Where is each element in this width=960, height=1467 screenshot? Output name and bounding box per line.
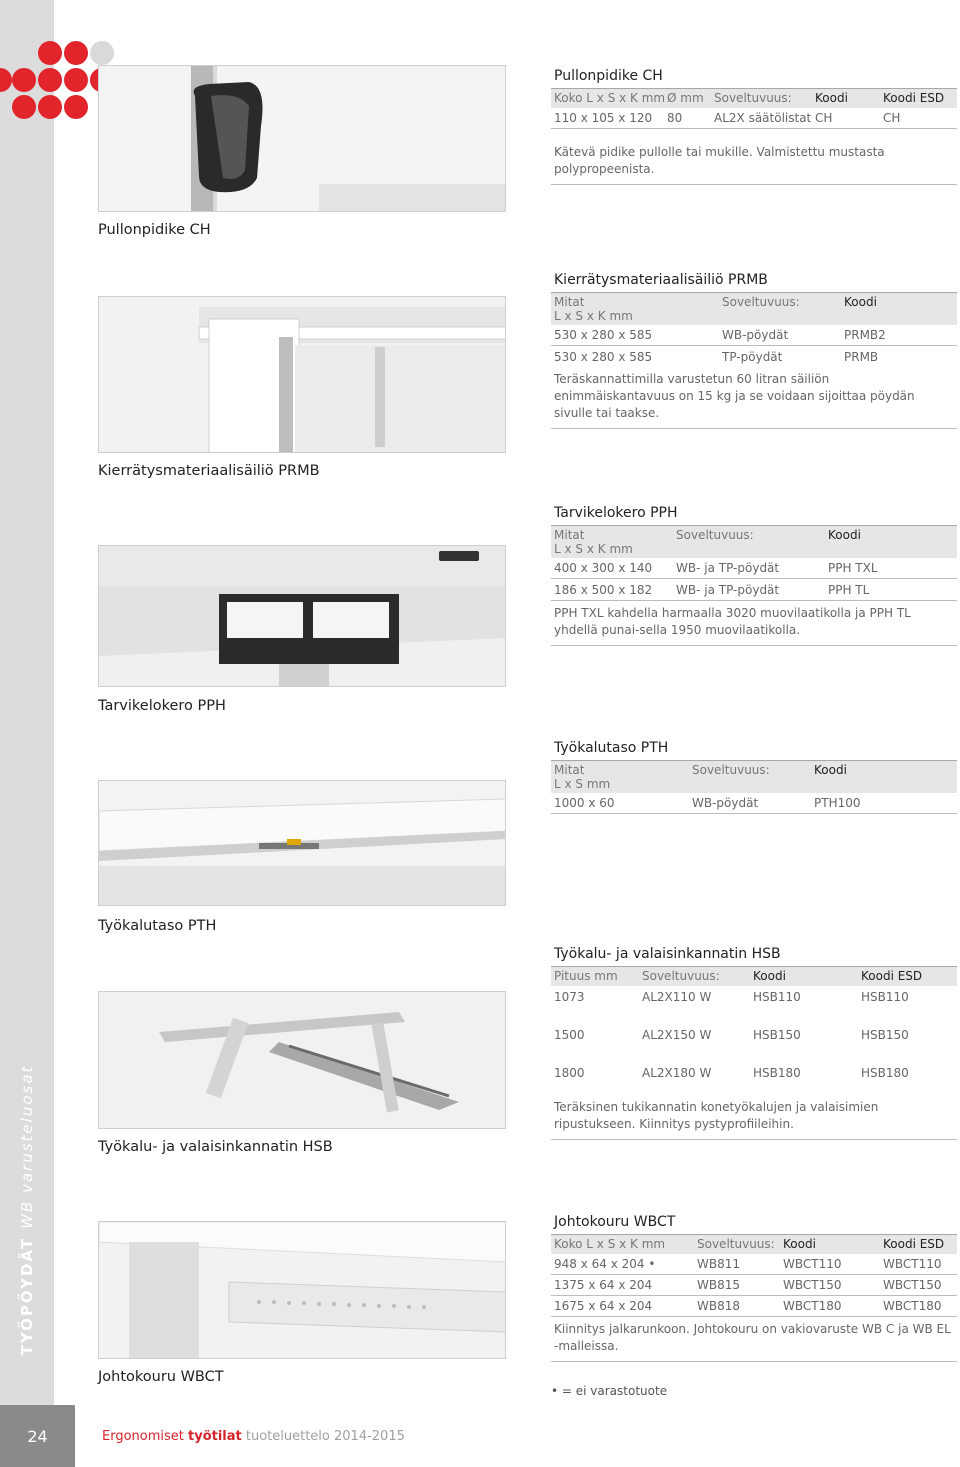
spec-note-wbct: Kiinnitys jalkarunkoon. Johtokouru on vakiovaruste WB C ja WB EL -malleissa. [551,1317,957,1362]
cell-size: 530 x 280 x 585 [554,328,653,342]
table-row [551,558,957,579]
col-header: Koodi ESD [883,1237,945,1251]
spec-header-pph [551,525,957,558]
table-row [551,986,957,1007]
col-header: Koko L x S x K mm [554,91,666,105]
cell-code: PPH TL [828,582,870,597]
cell-compat: TP-pöydät [722,349,783,364]
table-row [551,579,957,600]
col-header: Ø mm [667,91,704,105]
cell-code-esd: CH [883,111,901,125]
cell-code: WBCT110 [783,1257,842,1271]
cell-compat: WB- ja TP-pöydät [676,582,780,597]
photo-recycling-bin [98,296,506,453]
cell-code-esd: HSB180 [861,1065,909,1080]
col-header: Koodi [844,295,877,309]
photo-supply-drawer [98,545,506,687]
col-header: Soveltuvuus: [642,969,720,983]
col-header: Soveltuvuus: [692,763,770,777]
caption-tool-shelf: Työkalutaso PTH [98,918,217,934]
photo-tool-shelf [98,780,506,906]
cell-code: WBCT150 [783,1278,842,1292]
spec-block-pth [551,740,957,814]
spec-note-pph: PPH TXL kahdella harmaalla 3020 muovilaatikolla ja PPH TL yhdellä punai-sella 1950 muovilaatikolla. [551,600,957,646]
spec-note-ch: Kätevä pidike pullolle tai mukille. Valmistettu mustasta polypropeenista. [551,129,957,185]
cell-compat: WB-pöydät [722,328,789,342]
spec-block-ch [551,68,957,185]
cell-compat: AL2X säätölistat [714,111,812,125]
spec-block-hsb [551,946,957,1140]
cell-length: 1800 [554,1065,585,1080]
cell-size: 1375 x 64 x 204 [554,1278,653,1292]
col-header: Soveltuvuus: [722,295,800,309]
cell-code: WBCT180 [783,1299,842,1313]
table-row [551,325,957,346]
col-subheader: L x S x K mm [554,309,633,323]
caption-bottle-holder: Pullonpidike CH [98,222,211,238]
cell-code-esd: HSB150 [861,1027,909,1042]
table-row [551,793,957,814]
spec-title-ch: Pullonpidike CH [554,68,663,84]
cell-compat: AL2X150 W [642,1027,712,1042]
cell-code: PRMB2 [844,328,886,342]
cell-size: 110 x 105 x 120 [554,111,653,125]
section-label [0,1064,54,1356]
footer-brand-a: Ergonomiset [102,1429,189,1444]
spec-header-wbct [551,1234,957,1254]
table-row [551,1024,957,1045]
cell-code: PTH100 [814,796,861,810]
spec-header-ch [551,88,957,108]
table-row [551,1062,957,1083]
cell-compat: WB818 [697,1299,741,1313]
cell-length: 1073 [554,989,585,1004]
cell-code-esd: WBCT150 [883,1278,942,1292]
col-header: Soveltuvuus: [714,91,792,105]
cell-size: 530 x 280 x 585 [554,349,653,364]
spec-block-wbct [551,1214,957,1362]
col-header: Koodi [753,969,786,983]
col-header: Koodi [815,91,848,105]
cell-size: 1000 x 60 [554,796,615,810]
cell-code: PPH TXL [828,561,878,575]
col-header: Koodi ESD [861,969,923,983]
cell-compat: AL2X110 W [642,989,712,1004]
cell-compat: AL2X180 W [642,1065,712,1080]
table-row [551,108,957,129]
cell-compat: WB815 [697,1278,741,1292]
footer-catalog: tuoteluettelo 2014-2015 [241,1429,405,1444]
col-header: Soveltuvuus: [697,1237,775,1251]
cell-size: 186 x 500 x 182 [554,582,653,597]
col-header: Koodi ESD [883,91,945,105]
table-row [551,346,957,367]
cell-compat: WB- ja TP-pöydät [676,561,780,575]
spec-title-pth: Työkalutaso PTH [554,740,669,756]
col-header: Koodi [828,528,861,542]
spec-note-hsb: Teräksinen tukikannatin konetyökalujen ja valaisimien ripustukseen. Kiinnitys pystyprofiileihin. [551,1083,957,1140]
cell-code-esd: WBCT180 [883,1299,942,1313]
section-label-sub: WB varusteluosat [18,1064,36,1229]
col-subheader: L x S x K mm [554,542,633,556]
cell-diameter: 80 [667,111,683,125]
footer-brand-b: työtilat [188,1429,242,1444]
spec-block-prmb [551,272,957,429]
spec-note-prmb: Teräskannattimilla varustetun 60 litran säiliön enimmäiskantavuus on 15 kg ja se voidaan sijoittaa pöydän sivulle tai taakse. [551,367,957,429]
table-row [551,1275,957,1296]
footer [102,1429,405,1444]
spec-header-hsb [551,966,957,986]
caption-tool-light-support: Työkalu- ja valaisinkannatin HSB [98,1139,333,1155]
cell-compat: WB811 [697,1257,741,1271]
table-row [551,1296,957,1317]
cell-code-esd: WBCT110 [883,1257,942,1271]
cell-compat: WB-pöydät [692,796,759,810]
col-header: Soveltuvuus: [676,528,754,542]
col-header: Koko L x S x K mm [554,1237,666,1251]
spec-header-prmb [551,292,957,325]
table-row [551,1254,957,1275]
col-header: Pituus mm [554,969,618,983]
cell-code: CH [815,111,833,125]
photo-cable-tray [98,1221,506,1359]
stock-legend: • = ei varastotuote [551,1384,668,1398]
cell-length: 1500 [554,1027,585,1042]
spec-header-pth [551,760,957,793]
spec-title-hsb: Työkalu- ja valaisinkannatin HSB [554,946,781,962]
cell-size: 400 x 300 x 140 [554,561,653,575]
cell-code: PRMB [844,349,879,364]
spec-title-prmb: Kierrätysmateriaalisäiliö PRMB [554,272,768,288]
col-header: Mitat [554,295,585,309]
section-label-main: TYÖPÖYDÄT [18,1236,36,1356]
spec-title-wbct: Johtokouru WBCT [554,1214,676,1230]
caption-cable-tray: Johtokouru WBCT [98,1369,224,1385]
cell-code: HSB150 [753,1027,801,1042]
photo-bottle-holder [98,65,506,212]
caption-supply-drawer: Tarvikelokero PPH [98,698,226,714]
photo-tool-light-support [98,991,506,1129]
cell-code-esd: HSB110 [861,989,909,1004]
cell-size: 948 x 64 x 204 • [554,1257,656,1271]
col-header: Mitat [554,528,585,542]
col-header: Mitat [554,763,585,777]
cell-code: HSB110 [753,989,801,1004]
cell-code: HSB180 [753,1065,801,1080]
spec-title-pph: Tarvikelokero PPH [554,505,678,521]
col-subheader: L x S mm [554,777,611,791]
caption-recycling-bin: Kierrätysmateriaalisäiliö PRMB [98,463,320,479]
page-number: 24 [27,1426,48,1446]
cell-size: 1675 x 64 x 204 [554,1299,653,1313]
col-header: Koodi [814,763,847,777]
spec-block-pph [551,505,957,646]
col-header: Koodi [783,1237,816,1251]
